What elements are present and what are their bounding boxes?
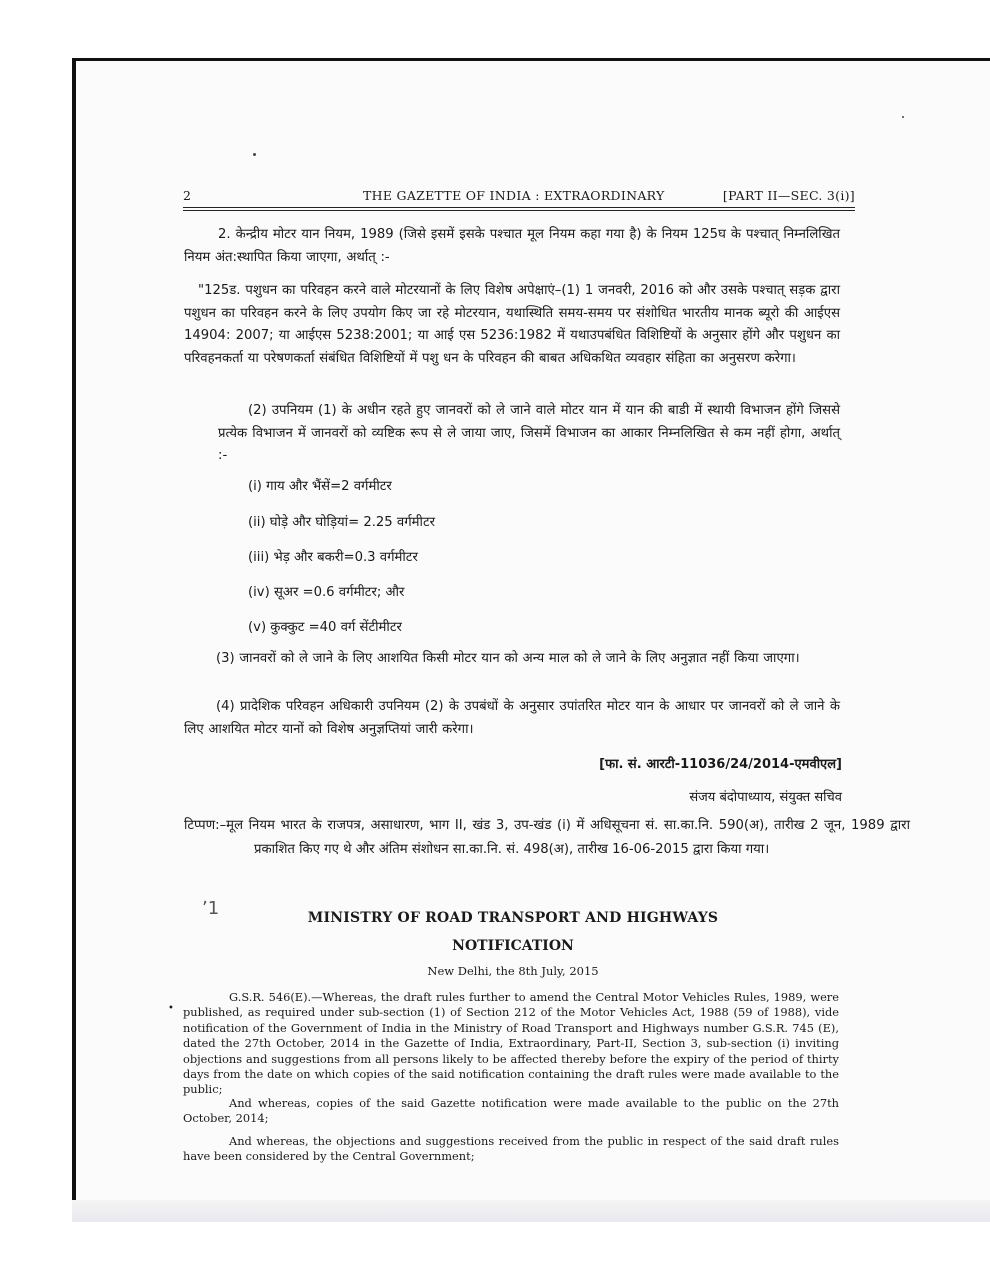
- scan-shadow: [72, 1200, 990, 1222]
- gazette-title: THE GAZETTE OF INDIA : EXTRAORDINARY: [363, 188, 665, 203]
- list-item: (iv) सूअर =0.6 वर्गमीटर; और: [248, 585, 405, 600]
- part-section: [PART II—SEC. 3(i)]: [722, 188, 855, 203]
- english-para-1: G.S.R. 546(E).—Whereas, the draft rules further to amend the Central Motor Vehicles Rules, 1989, were published, as required under sub-section (1) of Section 212 of the Motor Vehicles Act, 1988 (59 of 1988), vide notification of the Government of India in the Ministry of Road Transport and Highways number G.S.R. 745 (E), dated the 27th October, 2014 in the Gazette of India, Extraordinary, Part-II, Section 3, sub-section (i) inviting objections and suggestions from all persons likely to be affected thereby before the expiry of the period of thirty days from the date on which copies of the said notification containing the draft rules were made available to the public;: [183, 990, 839, 1097]
- english-para-2: And whereas, copies of the said Gazette notification were made available to the public on the 27th October, 2014;: [183, 1096, 839, 1126]
- list-item: (ii) घोड़े और घोड़ियां= 2.25 वर्गमीटर: [248, 515, 435, 530]
- hindi-para-2: (2) उपनियम (1) के अधीन रहते हुए जानवरों को ले जाने वाले मोटर यान में यान की बाडी में स्थायी विभाजन होंगे जिससे प्रत्येक विभाजन में जानवरों को व्यष्टिक रूप से ले जाया जाए, जिसमें विभाजन का आकार निम्नलिखित से कम नहीं होगा, अर्थात् :-: [218, 403, 840, 463]
- header-rule: [183, 210, 855, 211]
- scan-speck: [253, 153, 256, 156]
- dateline: New Delhi, the 8th July, 2015: [427, 964, 599, 978]
- notification-heading: NOTIFICATION: [452, 938, 574, 954]
- list-item: (v) कुक्कुट =40 वर्ग सेंटीमीटर: [248, 620, 402, 635]
- page-number: 2: [183, 188, 192, 203]
- hindi-para-intro: 2. केन्द्रीय मोटर यान नियम, 1989 (जिसे इसमें इसके पश्चात मूल नियम कहा गया है) के नियम 125घ के पश्चात् निम्नलिखित नियम अंत:स्थापित किया जाएगा, अर्थात् :-: [184, 227, 840, 265]
- list-item: (iii) भेड़ और बकरी=0.3 वर्गमीटर: [248, 550, 418, 565]
- file-number: [फा. सं. आरटी-11036/24/2014-एमवीएल]: [599, 757, 842, 772]
- pen-mark: ʼ1: [202, 898, 220, 919]
- margin-mark: •: [168, 1003, 174, 1014]
- scan-speck: [902, 116, 904, 118]
- hindi-para-3: (3) जानवरों को ले जाने के लिए आशयित किसी मोटर यान को अन्य माल को ले जाने के लिए अनुज्ञात नहीं किया जाएगा।: [216, 651, 800, 666]
- header-rule: [183, 207, 855, 208]
- gazette-header: [183, 186, 855, 206]
- hindi-para-125e: "125ड. पशुधन का परिवहन करने वाले मोटरयानों के लिए विशेष अपेक्षाएं–(1) 1 जनवरी, 2016 को और उसके पश्चात् सड़क द्वारा पशुधन का परिवहन करने के लिए उपयोग किए जा रहे मोटरयान, यथास्थिति समय-समय पर संशोधित भारतीय मानक ब्यूरो की आईएस 14904: 2007; या आईएस 5238:2001; या आई एस 5236:1982 में यथाउपबंधित विशिष्टियों के अनुसार होंगे और पशुधन का परिवहनकर्ता या परेषणकर्ता संबंधित विशिष्टियों में पशु धन के परिवहन की बाबत अधिकथित व्यवहार संहिता का अनुसरण करेगा।: [184, 283, 840, 366]
- list-item: (i) गाय और भैंसें=2 वर्गमीटर: [248, 479, 392, 494]
- hindi-note: टिप्पण:–मूल नियम भारत के राजपत्र, असाधारण, भाग II, खंड 3, उप-खंड (i) में अधिसूचना सं. सा.का.नि. 590(अ), तारीख 2 जून, 1989 द्वारा प्रकाशित किए गए थे और अंतिम संशोधन सा.का.नि. सं. 498(अ), तारीख 16-06-2015 द्वारा किया गया।: [184, 818, 910, 857]
- english-para-3: And whereas, the objections and suggestions received from the public in respect of the said draft rules have been considered by the Central Government;: [183, 1134, 839, 1164]
- hindi-para-4: (4) प्रादेशिक परिवहन अधिकारी उपनियम (2) के उपबंधों के अनुसार उपांतरित मोटर यान के आधार पर जानवरों को ले जाने के लिए आशयित मोटर यानों को विशेष अनुज्ञप्तियां जारी करेगा।: [184, 699, 840, 737]
- ministry-heading: MINISTRY OF ROAD TRANSPORT AND HIGHWAYS: [307, 910, 719, 926]
- signatory: संजय बंदोपाध्याय, संयुक्त सचिव: [689, 790, 842, 805]
